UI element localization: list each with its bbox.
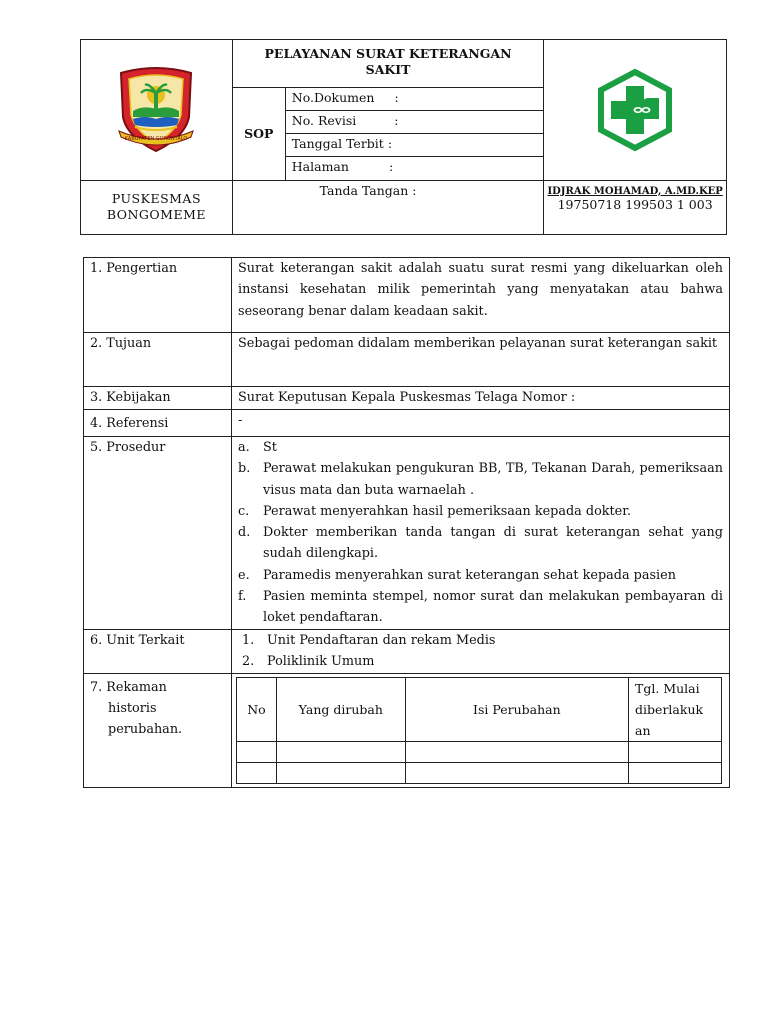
list-item xyxy=(238,458,723,501)
sop-content-table xyxy=(83,257,730,788)
label-pengertian: 1. Pengertian xyxy=(84,258,232,333)
meta-sep: : xyxy=(394,90,399,106)
table-cell xyxy=(237,762,277,783)
text-referensi: - xyxy=(232,410,730,437)
col-header-tgl-mulai xyxy=(629,677,722,741)
unit-list xyxy=(242,630,723,673)
text-tujuan: Sebagai pedoman didalam memberikan pelayanan surat keterangan sakit xyxy=(232,333,730,387)
col4-line2: diberlakuk xyxy=(635,701,704,717)
list-marker: c. xyxy=(238,503,250,519)
signer-nip: 19750718 199503 1 003 xyxy=(557,196,713,212)
sop-title-line1: PELAYANAN SURAT KETERANGAN xyxy=(264,46,512,61)
list-marker: b. xyxy=(238,461,251,477)
meta-label: Tanggal Terbit xyxy=(291,136,384,152)
col4-line3: an xyxy=(635,722,651,738)
prosedur-list-cell xyxy=(232,437,730,630)
sop-header-table xyxy=(80,39,727,235)
label-referensi: 4. Referensi xyxy=(84,410,232,437)
org-line2: BONGOMEME xyxy=(106,207,207,223)
signer-block xyxy=(544,180,727,234)
list-marker: f. xyxy=(238,589,247,605)
meta-tanggal-terbit xyxy=(285,134,544,156)
puskesmas-cross-icon xyxy=(593,68,677,152)
list-item xyxy=(238,565,723,586)
label-prosedur: 5. Prosedur xyxy=(84,437,232,630)
meta-sep: : xyxy=(388,158,394,174)
crest-banner-text: KABUPATEN GORONTALO xyxy=(125,135,188,142)
list-item xyxy=(242,630,723,651)
label-rekaman-line3: perubahan. xyxy=(108,722,183,738)
signer-name: IDJRAK MOHAMAD, A.MD.KEP xyxy=(547,185,723,197)
label-rekaman-line1: 7. Rekaman xyxy=(90,679,167,695)
org-line1: PUSKESMAS xyxy=(111,191,202,207)
list-item xyxy=(238,586,723,629)
col-header-isi-perubahan: Isi Perubahan xyxy=(405,677,628,741)
meta-no-dokumen xyxy=(285,88,544,111)
list-marker: a. xyxy=(238,440,250,455)
rekaman-table-cell xyxy=(232,673,730,787)
meta-label: No. Revisi xyxy=(291,113,357,129)
list-text: St xyxy=(263,440,277,455)
list-marker: 2. xyxy=(242,653,255,669)
list-text: Poliklinik Umum xyxy=(267,653,375,669)
list-marker: e. xyxy=(238,567,250,583)
label-tujuan: 2. Tujuan xyxy=(84,333,232,387)
list-item xyxy=(238,522,723,565)
text-kebijakan: Surat Keputusan Kepala Puskesmas Telaga Nomor : xyxy=(232,387,730,410)
list-text: Perawat melakukan pengukuran BB, TB, Tekanan Darah, pemeriksaan visus mata dan buta warnaelah . xyxy=(263,461,723,498)
meta-label: No.Dokumen xyxy=(291,90,375,106)
right-logo-cell xyxy=(544,40,727,181)
label-unit-terkait: 6. Unit Terkait xyxy=(84,629,232,673)
list-marker: 1. xyxy=(242,632,255,648)
prosedur-list xyxy=(238,437,723,629)
list-item xyxy=(242,651,723,672)
list-text: Pasien meminta stempel, nomor surat dan melakukan pembayaran di loket pendaftaran. xyxy=(263,589,723,626)
unit-list-cell xyxy=(232,629,730,673)
col-header-no: No xyxy=(237,677,277,741)
table-cell xyxy=(276,762,405,783)
table-cell xyxy=(629,741,722,762)
sop-title-line2: SAKIT xyxy=(365,62,411,77)
list-text: Dokter memberikan tanda tangan di surat keterangan sehat yang sudah dilengkapi. xyxy=(263,525,723,562)
meta-no-revisi xyxy=(285,111,544,134)
org-name xyxy=(81,180,233,234)
table-cell xyxy=(405,762,628,783)
meta-label: Halaman xyxy=(291,158,349,174)
list-marker: d. xyxy=(238,525,251,541)
list-text: Perawat menyerahkan hasil pemeriksaan kepada dokter. xyxy=(263,503,632,519)
table-cell xyxy=(237,741,277,762)
meta-halaman xyxy=(285,156,544,180)
label-rekaman-line2: historis xyxy=(108,700,157,716)
list-text: Paramedis menyerahkan surat keterangan sehat kepada pasien xyxy=(263,567,676,583)
list-text: Unit Pendaftaran dan rekam Medis xyxy=(267,632,496,648)
left-logo-cell xyxy=(81,40,233,181)
meta-sep: : xyxy=(387,136,393,152)
table-cell xyxy=(405,741,628,762)
history-table xyxy=(236,677,722,784)
label-kebijakan: 3. Kebijakan xyxy=(84,387,232,410)
district-crest-icon xyxy=(113,65,199,155)
sop-title xyxy=(232,40,543,88)
text-pengertian: Surat keterangan sakit adalah suatu surat resmi yang dikeluarkan oleh instansi kesehatan milik pemerintah yang menyatakan atau bahwa seseorang benar dalam keadaan sakit. xyxy=(232,258,730,333)
signature-label: Tanda Tangan : xyxy=(232,180,543,234)
meta-sep: : xyxy=(394,113,399,129)
col-header-yang-dirubah: Yang dirubah xyxy=(276,677,405,741)
col4-line1: Tgl. Mulai xyxy=(635,680,700,696)
list-item xyxy=(238,437,723,458)
sop-label: SOP xyxy=(232,88,285,180)
table-cell xyxy=(276,741,405,762)
table-cell xyxy=(629,762,722,783)
label-rekaman xyxy=(84,673,232,787)
list-item xyxy=(238,501,723,522)
